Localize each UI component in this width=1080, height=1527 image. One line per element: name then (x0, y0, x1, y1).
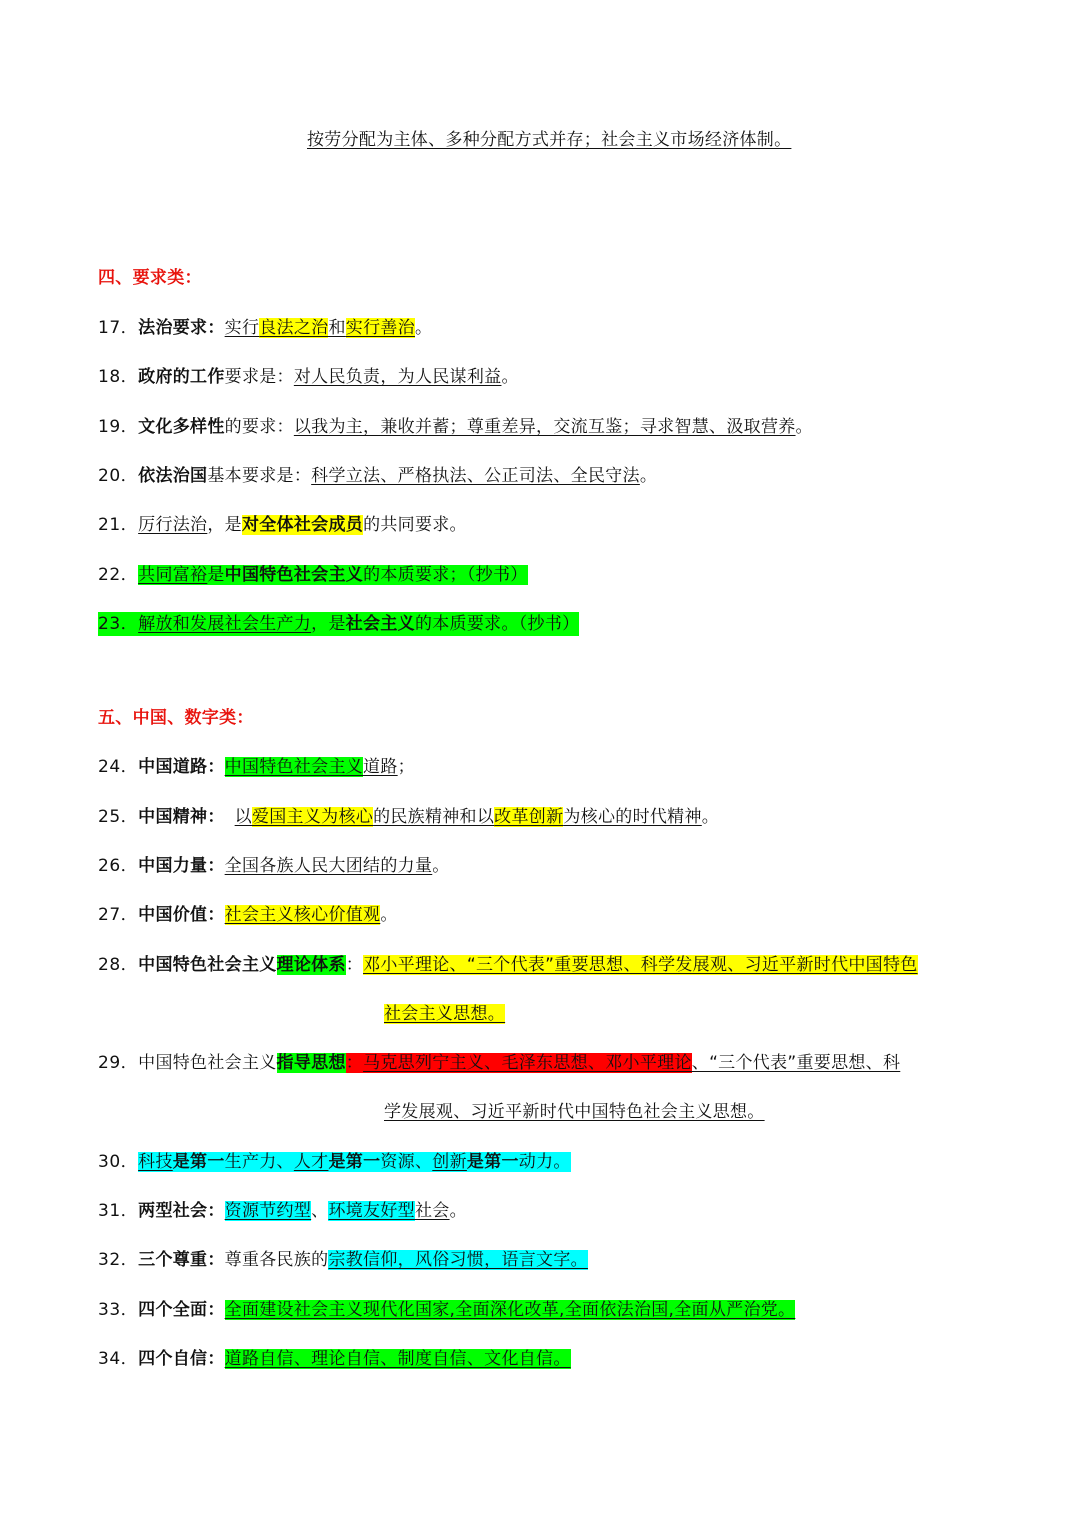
item-bold: 是第一 (172, 1152, 225, 1172)
highlight-text: 资源节约型 (224, 1201, 312, 1221)
item-text: 的民族精神和以 (373, 807, 495, 827)
item-text: 的共同要求。 (363, 515, 467, 535)
item-number: 34． (98, 1349, 139, 1369)
item-number: 17． (98, 318, 139, 338)
item-text: 、“三个代表”重要思想、科 (691, 1053, 901, 1073)
highlight-text: 邓小平理论、“三个代表”重要思想、科学发展观、习近平新时代中国特色 (363, 955, 918, 975)
item-number: 25． (98, 807, 139, 827)
item-text: 共同富裕 (138, 565, 208, 585)
item-text: 和 (328, 318, 346, 338)
item-text: 。 (501, 367, 519, 387)
item-number: 20． (98, 466, 139, 486)
item-number: 21． (98, 515, 139, 535)
item-21 (98, 513, 467, 537)
item-text: 。 (701, 807, 720, 827)
item-22 (98, 563, 528, 587)
item-number: 33． (98, 1300, 139, 1320)
highlight-text: 道路自信、理论自信、制度自信、文化自信。 (224, 1349, 571, 1369)
highlight-text: 理论体系 (276, 955, 346, 975)
item-label: 法治要求： (138, 318, 225, 338)
item-label: 两型社会： (138, 1201, 225, 1221)
item-number: 31． (98, 1201, 139, 1221)
item-bold: 是第一 (328, 1152, 381, 1172)
item-26 (98, 854, 450, 878)
item-text: 的本质要求；（抄书） (363, 565, 528, 585)
item-33 (98, 1298, 795, 1322)
item-bold: 社会主义 (345, 614, 415, 634)
item-text: ： (345, 1053, 364, 1073)
intro-text: 按劳分配为主体、多种分配方式并存；社会主义市场经济体制。 (307, 130, 792, 150)
item-text: 中国特色社会主义 (138, 1053, 277, 1073)
highlight-text: 良法之治 (259, 318, 329, 338)
item-text: 、 (311, 1201, 329, 1221)
item-text: 。 (414, 318, 433, 338)
item-text: 要求是： (224, 367, 294, 387)
item-text: 。 (432, 856, 450, 876)
item-text: 的本质要求。（抄书） (414, 614, 580, 634)
item-18 (98, 365, 519, 389)
item-30 (98, 1150, 571, 1174)
item-text: 生产力、 (224, 1152, 294, 1172)
highlight-text: 宗教信仰，风俗习惯，语言文字。 (328, 1250, 588, 1270)
item-text: 。 (795, 417, 813, 437)
highlight-text: 马克思列宁主义、毛泽东思想、邓小平理论 (363, 1053, 692, 1073)
item-text: 解放和发展社会生产力 (138, 614, 312, 634)
item-text: 以 (234, 807, 252, 827)
item-number: 29． (98, 1053, 139, 1073)
item-text: 动力。 (518, 1152, 571, 1172)
item-17 (98, 316, 432, 340)
item-text: 。 (380, 905, 398, 925)
item-text: 。 (449, 1201, 467, 1221)
item-text: 道路 (363, 757, 398, 777)
item-text: 创新 (432, 1152, 467, 1172)
item-label: 依法治国 (138, 466, 208, 486)
item-text: 基本要求是： (207, 466, 312, 486)
highlight-text: 社会主义思想。 (384, 1004, 506, 1024)
highlight-text: 社会主义核心价值观 (224, 905, 381, 925)
item-label: 四个全面： (138, 1300, 225, 1320)
highlight-text: 爱国主义为核心 (251, 807, 374, 827)
item-text: 。 (639, 466, 658, 486)
item-label: 四个自信： (138, 1349, 225, 1369)
item-20 (98, 464, 657, 488)
item-25 (98, 805, 719, 829)
item-text: 社会 (414, 1201, 450, 1221)
item-32 (98, 1248, 588, 1272)
item-bold: 中国特色社会主义 (224, 565, 364, 585)
highlight-text: 改革创新 (494, 807, 564, 827)
item-number: 26． (98, 856, 139, 876)
item-number: 23． (98, 614, 139, 634)
item-number: 24． (98, 757, 139, 777)
item-text: 人才 (293, 1152, 329, 1172)
item-number: 22． (98, 565, 139, 585)
item-label: 三个尊重： (138, 1250, 225, 1270)
item-24 (98, 755, 415, 779)
intro-line (307, 128, 791, 152)
item-text: 为核心的时代精神 (563, 807, 702, 827)
highlight-text: 对全体社会成员 (241, 515, 364, 535)
item-19 (98, 415, 813, 439)
item-number: 32． (98, 1250, 139, 1270)
item-text: 全国各族人民大团结的力量 (224, 856, 433, 876)
item-text: 厉行法治 (138, 515, 208, 535)
section-5-title: 五、中国、数字类： (98, 708, 254, 728)
section-4-title: 四、要求类： (98, 268, 202, 288)
item-bold: 是第一 (466, 1152, 519, 1172)
item-28 (98, 953, 918, 977)
item-label: 中国道路： (138, 757, 225, 777)
item-text: ，是 (311, 614, 346, 634)
item-34 (98, 1347, 571, 1371)
item-23 (98, 612, 579, 636)
highlight-text: 中国特色社会主义 (224, 757, 364, 777)
item-label: 政府的工作 (138, 367, 225, 387)
item-number: 27． (98, 905, 139, 925)
item-number: 18． (98, 367, 139, 387)
item-text: 学发展观、习近平新时代中国特色社会主义思想。 (384, 1102, 765, 1122)
highlight-text: 指导思想 (276, 1053, 346, 1073)
item-29-continued (384, 1100, 765, 1124)
item-text: 实行 (224, 318, 260, 338)
item-label: 中国特色社会主义 (138, 955, 277, 975)
highlight-text: 实行善治 (345, 318, 415, 338)
item-text: 是 (207, 565, 225, 585)
item-label: 文化多样性 (138, 417, 225, 437)
item-label: 中国价值： (138, 905, 225, 925)
highlight-text: 全面建设社会主义现代化国家,全面深化改革,全面依法治国,全面从严治党。 (224, 1300, 796, 1320)
highlight-text: 环境友好型 (328, 1201, 415, 1221)
item-text: 对人民负责，为人民谋利益 (293, 367, 502, 387)
item-label: 中国力量： (138, 856, 225, 876)
item-31 (98, 1199, 467, 1223)
item-29 (98, 1051, 900, 1075)
item-28-continued (384, 1002, 505, 1026)
item-number: 19． (98, 417, 139, 437)
item-27 (98, 903, 398, 927)
item-text: 资源、 (380, 1152, 433, 1172)
item-number: 30． (98, 1152, 139, 1172)
item-text: ： (345, 955, 364, 975)
item-text: 科学立法、严格执法、公正司法、全民守法 (311, 466, 640, 486)
item-text: 以我为主，兼收并蓄；尊重差异，交流互鉴；寻求智慧、汲取营养 (293, 417, 796, 437)
item-text: 科技 (138, 1152, 173, 1172)
item-text: ； (397, 757, 415, 777)
item-label: 中国精神： (138, 807, 225, 827)
item-number: 28． (98, 955, 139, 975)
item-text: ，是 (207, 515, 242, 535)
item-text: 的要求： (224, 417, 294, 437)
item-text: 尊重各民族的 (224, 1250, 329, 1270)
